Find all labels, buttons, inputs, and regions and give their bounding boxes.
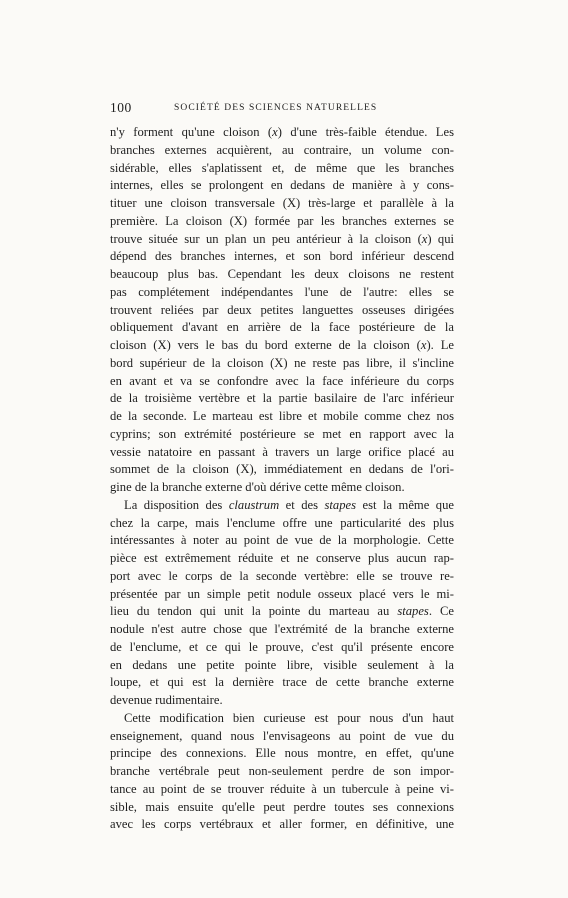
text-line: principe des connexions. Elle nous montre, en effet, qu'une: [110, 746, 454, 761]
text-line: sible, mais ensuite qu'elle peut perdre toutes ses connexions: [110, 799, 454, 814]
text-line: intéressantes à noter au point de vue de la morphologie. Cette: [110, 533, 454, 548]
text-line: lieu du tendon qui unit la pointe du marteau au stapes. Ce: [110, 604, 454, 619]
text-line: en avant et va se confondre avec la face inférieure du corps: [110, 373, 454, 388]
book-page: [96, 100, 458, 834]
text-line: nodule n'est autre chose que l'extrémité de la branche externe: [110, 622, 454, 636]
text-line: chez la carpe, mais l'enclume offre une particularité des plus: [110, 515, 454, 530]
text-line: de la troisième vertèbre et la partie basilaire de l'arc inférieur: [110, 391, 454, 406]
text-line: obliquement d'avant en arrière de la face postérieure de la: [110, 320, 454, 335]
text-line: tituer une cloison transversale (X) très-large et parallèle à la: [110, 196, 454, 210]
text-line: Cette modification bien curieuse est pour nous d'un haut: [124, 710, 454, 725]
text-line: présentée par un simple petit nodule osseux placé vers le mi-: [110, 586, 454, 601]
text-line: trouve située sur un plan un peu antérieur à la cloison (x) qui: [110, 231, 454, 246]
text-line: trouvent reliées par deux petites languettes osseuses dirigées: [110, 302, 454, 317]
text-line: pas complétement indépendantes l'une de l'autre: elles se: [110, 284, 454, 299]
text-line: La disposition des claustrum et des stapes est la même que: [124, 497, 454, 512]
text-line: avec les corps vertébraux et aller former, en définitive, une: [110, 817, 454, 832]
text-line: sommet de la cloison (X), immédiatement en dedans de l'ori-: [110, 462, 454, 477]
text-line: cloison (X) vers le bas du bord externe de la cloison (x). Le: [110, 338, 454, 352]
running-title: SOCIÉTÉ DES SCIENCES NATURELLES: [174, 103, 378, 113]
page-number: 100: [110, 100, 132, 115]
text-line: gine de la branche externe d'où dérive cette même cloison.: [110, 480, 405, 494]
text-line: branche vertébrale peut non-seulement perdre de son impor-: [110, 764, 454, 778]
text-line: devenue rudimentaire.: [110, 693, 223, 707]
text-line: tance au point de se trouver réduite à un tubercule à peine vi-: [110, 781, 454, 796]
text-line: enseignement, quand nous l'envisageons au point de vue du: [110, 728, 454, 743]
text-line: internes, elles se prolongent en dedans de manière à y cons-: [110, 178, 454, 193]
text-line: beaucoup plus bas. Cependant les deux cloisons ne restent: [110, 267, 454, 281]
text-line: n'y forment qu'une cloison (x) d'une très-faible étendue. Les: [110, 125, 454, 139]
text-line: pièce est extrêmement réduite et ne conserve plus aucun rap-: [110, 551, 454, 565]
text-line: de l'enclume, et ce qui le prouve, c'est qu'il présente encore: [110, 639, 454, 654]
text-line: dépend des branches internes, et son bord inférieur descend: [110, 249, 454, 264]
text-line: sidérable, elles s'aplatissent et, de même que les branches: [110, 160, 454, 175]
text-line: port avec le corps de la seconde vertèbre: elle se trouve re-: [110, 568, 454, 583]
text-line: cyprins; son extrémité postérieure se met en rapport avec la: [110, 426, 454, 441]
text-line: branches externes acquièrent, au contraire, un volume con-: [110, 142, 454, 157]
text-line: vessie natatoire en passant à travers un large orifice placé au: [110, 444, 454, 459]
text-line: bord supérieur de la cloison (X) ne reste pas libre, il s'incline: [110, 355, 454, 370]
running-head: [96, 100, 458, 120]
text-line: en dedans une petite pointe libre, visible seulement à la: [110, 657, 454, 672]
text-line: loupe, et qui est la dernière trace de cette branche externe: [110, 675, 454, 690]
text-line: première. La cloison (X) formée par les branches externes se: [110, 213, 454, 228]
body-text: [110, 124, 454, 834]
text-line: de la seconde. Le marteau est libre et mobile comme chez nos: [110, 409, 454, 423]
